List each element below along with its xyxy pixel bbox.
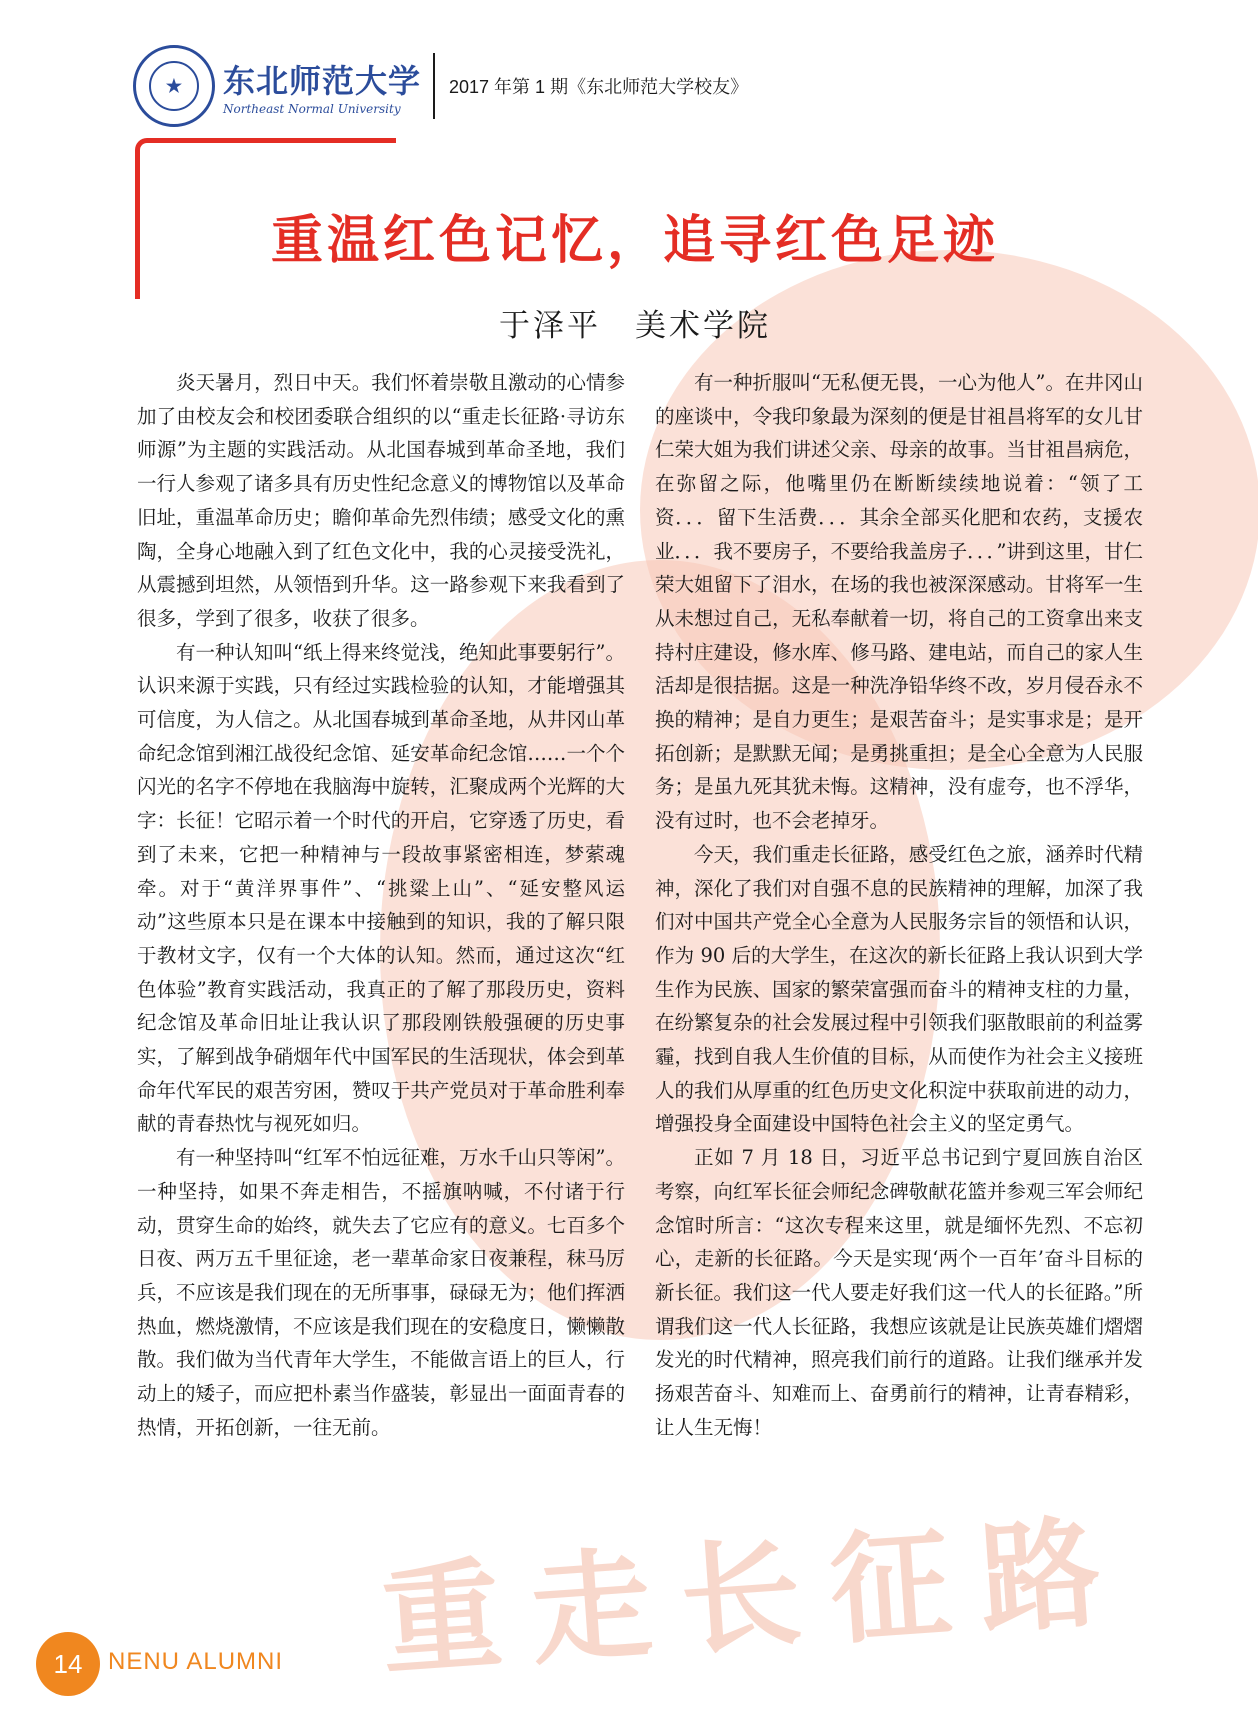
- logo-english-name: Northeast Normal University: [223, 102, 401, 116]
- magazine-name: NENU ALUMNI: [108, 1648, 284, 1675]
- paragraph: 今天，我们重走长征路，感受红色之旅，涵养时代精神，深化了我们对自强不息的民族精神的理解，加深了我们对中国共产党全心全意为人民服务宗旨的领悟和认识，作为 90 后的大学生，在这次的新长征路上我认识到大学生作为民族、国家的繁荣富强而奋斗的精神支柱的力量，在纷繁复杂的社会发展过程中引领我们驱散眼前的利益雾霾，找到自我人生价值的目标，从而使作为社会主义接班人的我们从厚重的红色历史文化积淀中获取前进的动力，增强投身全面建设中国特色社会主义的坚定勇气。: [655, 842, 1143, 1136]
- paragraph: 正如 7 月 18 日，习近平总书记到宁夏回族自治区考察，向红军长征会师纪念碑敬献花篮并参观三军会师纪念馆时所言：“这次专程来这里，就是缅怀先烈、不忘初心，走新的长征路。今天是实现‘两个一百年’奋斗目标的新长征。我们这一代人要走好我们这一代人的长征路。”所谓我们这一代人长征路，我想应该就是让民族英雄们熠熠发光的时代精神，照亮我们前行的道路。让我们继承并发扬艰苦奋斗、知难而上、奋勇前行的精神，让青春精彩，让人生无悔！: [655, 1146, 1143, 1439]
- article-title: 重温红色记忆，追寻红色足迹: [270, 211, 999, 271]
- paragraph: 有一种折服叫“无私便无畏，一心为他人”。在井冈山的座谈中，令我印象最为深刻的便是甘祖昌将军的女儿甘仁荣大姐为我们讲述父亲、母亲的故事。当甘祖昌病危，在弥留之际，他嘴里仍在断断续续地说着：“领了工资．．．留下生活费．．．其余全部买化肥和农药，支援农业．．．我不要房子，不要给我盖房子．．．”讲到这里，甘仁荣大姐留下了泪水，在场的我也被深深感动。甘将军一生从未想过自己，无私奉献着一切，将自己的工资拿出来支持村庄建设，修水库、修马路、建电站，而自己的家人生活却是很拮据。这是一种洗净铅华终不改，岁月侵吞永不换的精神；是自力更生；是艰苦奋斗；是实事求是；是开拓创新；是默默无闻；是勇挑重担；是全心全意为人民服务；是虽九死其犹未悔。这精神，没有虚夸，也不浮华，没有过时，也不会老掉牙。: [655, 371, 1143, 833]
- university-seal-icon: [133, 45, 215, 127]
- left-column: [137, 366, 625, 1445]
- page-header: [133, 46, 748, 126]
- article-byline: 于泽平 美术学院: [499, 308, 771, 344]
- logo-chinese-name: 东北师范大学: [223, 62, 422, 100]
- right-column: [655, 366, 1143, 1445]
- paragraph: 炎天暑月，烈日中天。我们怀着崇敬且激动的心情参加了由校友会和校团委联合组织的以“重走长征路·寻访东师源”为主题的实践活动。从北国春城到革命圣地，我们一行人参观了诸多具有历史性纪念意义的博物馆以及革命旧址，重温革命历史；瞻仰革命先烈伟绩；感受文化的熏陶，全身心地融入到了红色文化中，我的心灵接受洗礼，从震撼到坦然，从领悟到升华。这一路参观下来我看到了很多，学到了很多，收获了很多。: [137, 371, 625, 630]
- issue-label: 2017 年第 1 期《东北师范大学校友》: [449, 77, 749, 97]
- university-logo: [223, 56, 421, 116]
- paragraph: 有一种坚持叫“红军不怕远征难，万水千山只等闲”。一种坚持，如果不奔走相告，不摇旗呐喊，不付诸于行动，贯穿生命的始终，就失去了它应有的意义。七百多个日夜、两万五千里征途，老一辈革命家日夜兼程，秣马厉兵，不应该是我们现在的无所事事，碌碌无为；他们挥洒热血，燃烧激情，不应该是我们现在的安稳度日，懒懒散散。我们做为当代青年大学生，不能做言语上的巨人，行动上的矮子，而应把朴素当作盛装，彰显出一面面青春的热情，开拓创新，一往无前。: [137, 1146, 625, 1439]
- header-divider: [433, 53, 435, 119]
- paragraph: 有一种认知叫“纸上得来终觉浅，绝知此事要躬行”。认识来源于实践，只有经过实践检验的认知，才能增强其可信度，为人信之。从北国春城到革命圣地，从井冈山革命纪念馆到湘江战役纪念馆、延安革命纪念馆……一个个闪光的名字不停地在我脑海中旋转，汇聚成两个光辉的大字：长征！它昭示着一个时代的开启，它穿透了历史，看到了未来，它把一种精神与一段故事紧密相连，梦萦魂牵。对于“黄洋界事件”、“挑粱上山”、“延安整风运动”这些原本只是在课本中接触到的知识，我的了解只限于教材文字，仅有一个大体的认知。然而，通过这次“红色体验”教育实践活动，我真正的了解了那段历史，资料纪念馆及革命旧址让我认识了那段刚铁般强硬的历史事实，了解到战争硝烟年代中国军民的生活现状，体会到革命年代军民的艰苦穷困，赞叹于共产党员对于革命胜利奉献的青春热忱与视死如归。: [137, 640, 625, 1136]
- background-watermark-calligraphy: 重走长征路: [376, 1500, 1135, 1694]
- seal-inner-emblem: ★: [149, 61, 199, 111]
- page-number-badge: 14: [36, 1632, 100, 1696]
